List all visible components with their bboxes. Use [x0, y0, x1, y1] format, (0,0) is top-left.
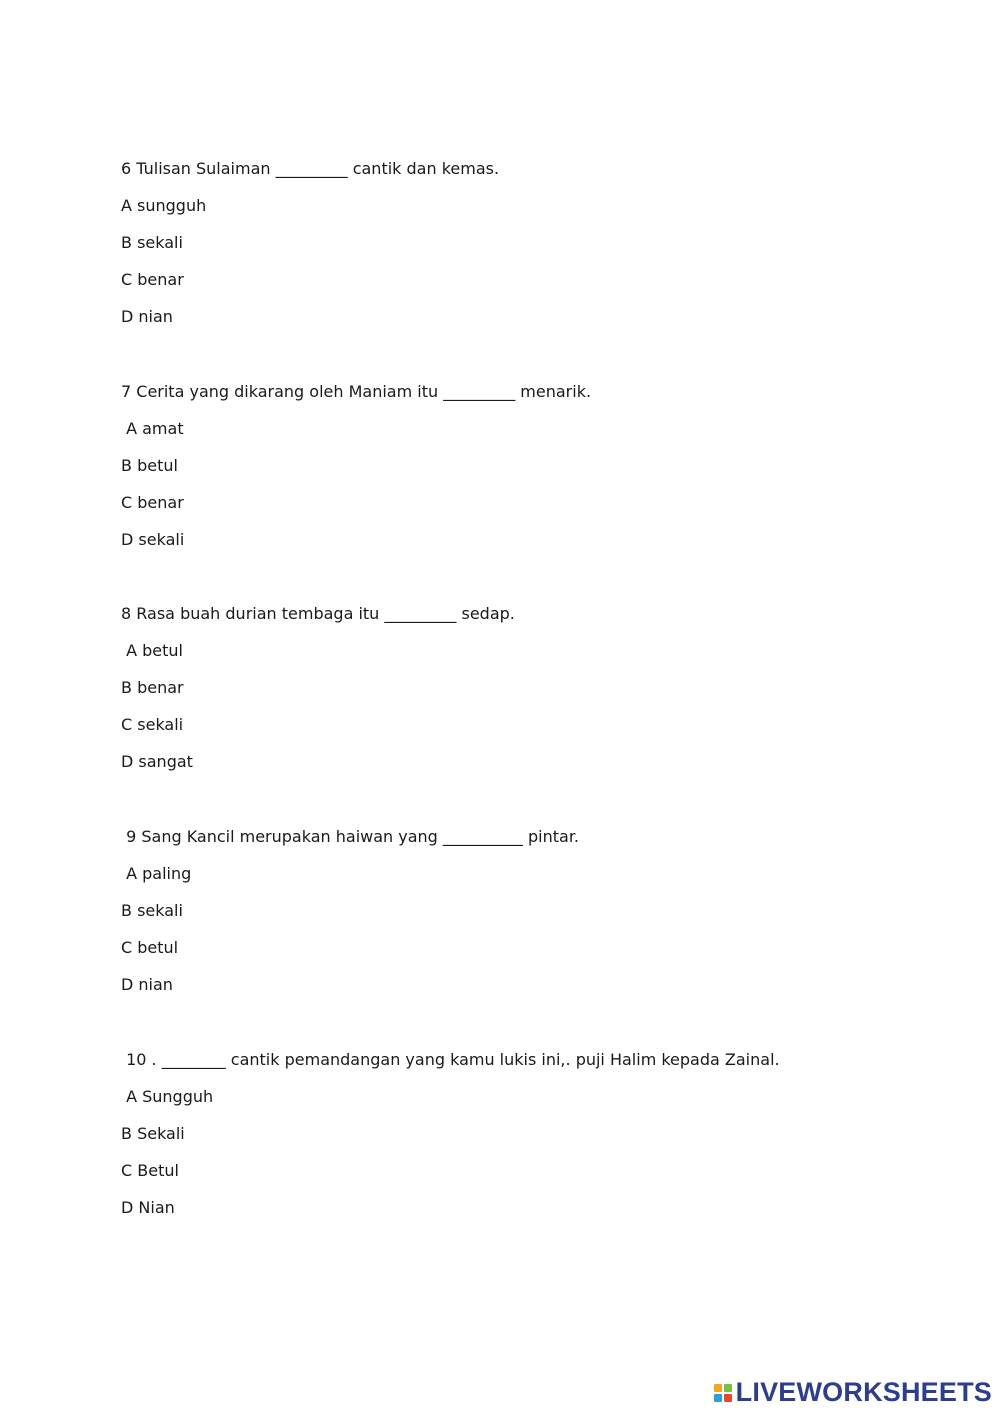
option-b[interactable]: B sekali — [121, 233, 183, 252]
option-d[interactable]: D sekali — [121, 530, 185, 549]
option-a[interactable]: A paling — [121, 864, 192, 883]
option-b[interactable]: B Sekali — [121, 1124, 185, 1143]
option-a[interactable]: A amat — [121, 419, 184, 438]
brand-text: LIVEWORKSHEETS — [735, 1376, 992, 1407]
option-c[interactable]: C benar — [121, 493, 184, 512]
option-c[interactable]: C betul — [121, 938, 179, 957]
option-c[interactable]: C benar — [121, 270, 184, 289]
option-c[interactable]: C Betul — [121, 1161, 179, 1180]
question-stem: 9 Sang Kancil merupakan haiwan yang __________ pintar. — [121, 827, 580, 846]
option-b[interactable]: B sekali — [121, 901, 183, 920]
question-stem: 8 Rasa buah durian tembaga itu _________ sedap. — [121, 604, 515, 623]
liveworksheets-logo-icon — [714, 1384, 732, 1402]
option-d[interactable]: D Nian — [121, 1198, 175, 1217]
option-b[interactable]: B benar — [121, 678, 184, 697]
option-d[interactable]: D nian — [121, 975, 173, 994]
option-a[interactable]: A betul — [121, 641, 183, 660]
option-c[interactable]: C sekali — [121, 715, 184, 734]
question-stem: 6 Tulisan Sulaiman _________ cantik dan kemas. — [121, 159, 500, 178]
option-a[interactable]: A Sungguh — [121, 1087, 214, 1106]
option-d[interactable]: D sangat — [121, 752, 193, 771]
question-stem: 7 Cerita yang dikarang oleh Maniam itu _________ menarik. — [121, 382, 592, 401]
option-a[interactable]: A sungguh — [121, 196, 207, 215]
liveworksheets-logo — [714, 1377, 992, 1407]
option-d[interactable]: D nian — [121, 307, 173, 326]
option-b[interactable]: B betul — [121, 456, 178, 475]
question-stem: 10 . ________ cantik pemandangan yang kamu lukis ini,. puji Halim kepada Zainal. — [121, 1050, 780, 1069]
